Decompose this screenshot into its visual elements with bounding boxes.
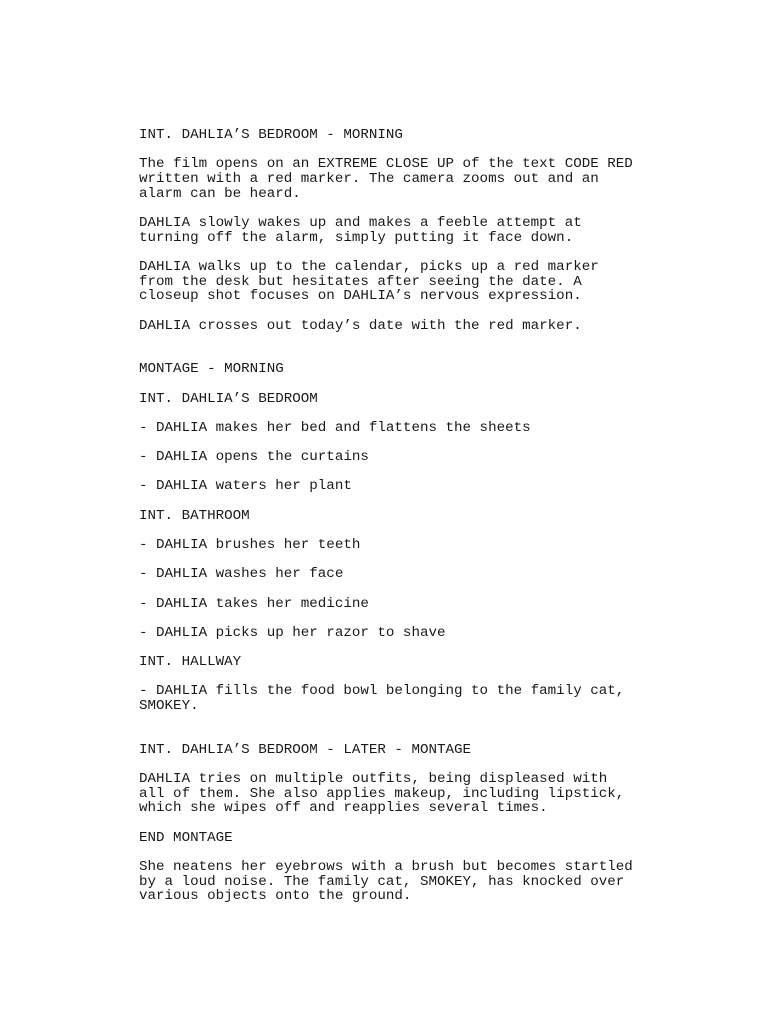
- montage-item: - DAHLIA picks up her razor to shave: [139, 624, 446, 641]
- scene-heading: MONTAGE - MORNING: [139, 361, 284, 378]
- montage-item: - DAHLIA fills the food bowl belonging to the family cat, SMOKEY.: [139, 683, 625, 715]
- screenplay-text: [139, 128, 699, 904]
- scene-heading: INT. HALLWAY: [139, 654, 242, 671]
- scene-heading: INT. DAHLIA’S BEDROOM - LATER - MONTAGE: [139, 741, 472, 758]
- scene-heading: INT. DAHLIA’S BEDROOM - MORNING: [139, 127, 403, 143]
- transition-line: END MONTAGE: [139, 829, 233, 846]
- scene-heading: INT. DAHLIA’S BEDROOM: [139, 390, 318, 407]
- montage-item: - DAHLIA washes her face: [139, 566, 344, 583]
- montage-item: - DAHLIA brushes her teeth: [139, 536, 361, 553]
- action-line: DAHLIA tries on multiple outfits, being displeased with all of them. She also applies makeup, including lipstick, which she wipes off and reapplies several times.: [139, 770, 625, 817]
- action-line: DAHLIA walks up to the calendar, picks up a red marker from the desk but hesitates after seeing the date. A closeup shot focuses on DAHLIA’s nervous expression.: [139, 259, 599, 305]
- scene-heading: INT. BATHROOM: [139, 507, 250, 524]
- action-line: DAHLIA crosses out today’s date with the red marker.: [139, 317, 582, 334]
- action-line: She neatens her eyebrows with a brush but becomes startled by a loud noise. The family cat, SMOKEY, has knocked over various objects onto the ground.: [139, 858, 633, 905]
- montage-item: - DAHLIA takes her medicine: [139, 595, 369, 612]
- montage-item: - DAHLIA makes her bed and flattens the sheets: [139, 419, 531, 436]
- action-line: The film opens on an EXTREME CLOSE UP of the text CODE RED written with a red marker. The camera zooms out and an alarm can be heard.: [139, 156, 633, 202]
- montage-item: - DAHLIA opens the curtains: [139, 449, 369, 466]
- montage-item: - DAHLIA waters her plant: [139, 478, 352, 495]
- action-line: DAHLIA slowly wakes up and makes a feeble attempt at turning off the alarm, simply putting it face down.: [139, 215, 582, 246]
